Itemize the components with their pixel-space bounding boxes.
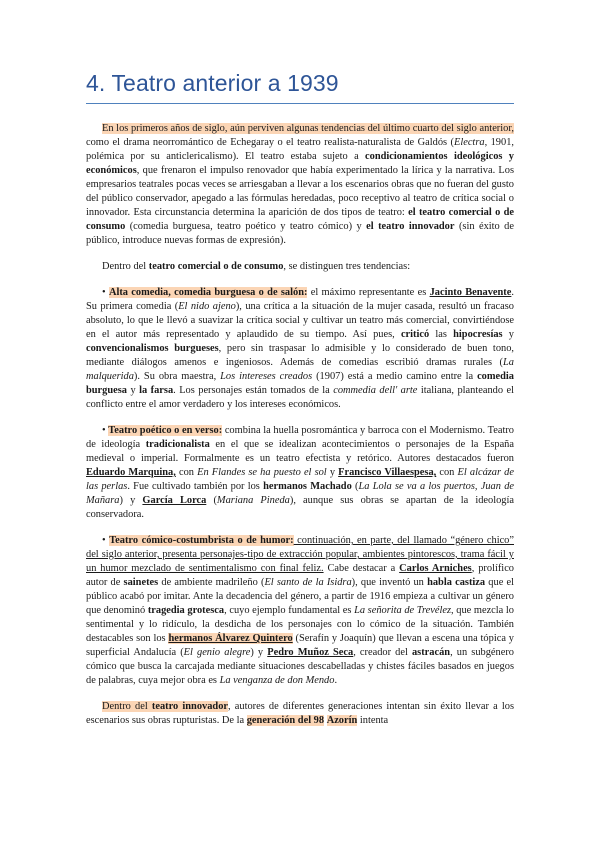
work-title: La venganza de don Mendo [219, 675, 335, 686]
text: ( [206, 495, 217, 506]
text: y [502, 329, 514, 340]
document-body [86, 122, 514, 740]
text: , pero sin traspasar lo admisible y lo considerado de buen tono, mediante diálogos amenos e ingeniosos. Además de comedias escribió dramas rurales ( [86, 343, 514, 368]
key-term: tradicionalista [145, 439, 210, 450]
key-term: teatro innovador [151, 701, 228, 712]
work-title: En Flandes se ha puesto el sol [197, 467, 327, 478]
title-underline [86, 103, 514, 104]
text: , cuyo ejemplo fundamental es [224, 605, 355, 616]
text: que el público acabó por imitar. Ante la decadencia del género, a partir de 1916 empieza a cultivar un género que denominó [86, 577, 514, 616]
text: de ambiente madrileño ( [158, 577, 265, 588]
key-term: condicionamientos ideológicos y económicos [86, 151, 514, 176]
key-term: teatro comercial o de consumo [148, 261, 284, 272]
text: ) y [119, 495, 143, 506]
bullet: • [102, 535, 110, 546]
author-name: Jacinto Benavente [429, 287, 512, 298]
paragraph-alta-comedia [86, 286, 514, 412]
author-name: Francisco Villaespesa, [338, 467, 437, 478]
work-title: La señorita de Trevélez [354, 605, 452, 616]
text: combina la huella posromántica y barroca con el Modernismo. Teatro de ideología [86, 425, 514, 450]
work-title: El alcázar de las perlas [86, 467, 514, 492]
key-term: habla castiza [427, 577, 486, 588]
text: ). Su obra maestra, [133, 371, 221, 382]
author-name: Carlos Arniches [399, 563, 472, 574]
key-term: hipocresías [453, 329, 503, 340]
text: (comedia burguesa, teatro poético y teatro cómico) y [125, 221, 367, 232]
key-term: criticó [400, 329, 430, 340]
work-title: El genio alegre [183, 647, 251, 658]
text: con [436, 467, 458, 478]
text: , autores de diferentes generaciones intentan sin éxito llevar a los escenarios sus obras rupturistas. De la [86, 701, 514, 726]
key-term: el teatro comercial o de consumo [86, 207, 515, 232]
key-term: sainetes [123, 577, 159, 588]
section-heading: Teatro cómico-costumbrista o de humor: [109, 535, 294, 546]
text: ), que inventó un [351, 577, 428, 588]
work-title: Mariana Pineda [216, 495, 290, 506]
work-title: La malquerida [86, 357, 514, 382]
paragraph-commercial [86, 260, 514, 274]
highlighted-text: Dentro del [102, 701, 152, 712]
author-name: Eduardo Marquina, [86, 467, 176, 478]
highlighted-text: En los primeros años de siglo, aún perviven algunas tendencias del último cuarto del siglo anterior, [102, 123, 514, 134]
text: Cabe destacar a [323, 563, 400, 574]
underlined-text: continuación, en parte, del llamado “género chico” del siglo anterior, presenta personajes-tipo de extracción popular, ambientes pintorescos, trama fácil y un humor mezclado de sentimentalismo con final feliz. [86, 535, 514, 574]
paragraph-teatro-comico [86, 534, 514, 688]
text: como el drama neorromántico de Echegaray o el teatro realista-naturalista de Galdós ( [86, 137, 454, 148]
text: con [175, 467, 198, 478]
text: , un subgénero cómico que busca la carcajada mediante situaciones descabelladas y chistes fáciles basados en juegos de palabras, cuya mejor obra es [86, 647, 514, 686]
text: ), una crítica a la situación de la mujer casada, resultó un fracaso absoluto, lo que le llevó a suavizar la crítica social y cultivar un teatro más comercial, convirtiéndose en el autor más representado y aplaudido de su tiempo. Así pues, [86, 301, 514, 340]
text: las [429, 329, 454, 340]
section-heading: Teatro poético o en verso: [108, 425, 223, 436]
key-term: la farsa [139, 385, 174, 396]
key-term: el teatro innovador [366, 221, 455, 232]
text: Dentro del [102, 261, 149, 272]
page-title: 4. Teatro anterior a 1939 [86, 70, 339, 96]
text: y [326, 467, 339, 478]
work-title: commedia dell' arte [333, 385, 418, 396]
key-term: generación del 98 [246, 715, 325, 726]
paragraph-teatro-innovador [86, 700, 514, 728]
key-term: comedia burguesa [86, 371, 514, 396]
text: en el que se idealizan acontecimientos o personajes de la España medieval o imperial. Formalmente es un teatro efectista y retórico. Autores destacados fueron [86, 439, 514, 464]
text: (sin éxito de público, introduce nuevas formas de expresión). [86, 221, 514, 246]
text: . [334, 675, 338, 686]
text: el máximo representante es [307, 287, 430, 298]
text: , que frenaron el impulso renovador que había experimentado la lírica y la narrativa. Los empresarios teatrales pocas veces se arriesgaban a llevar a los escenarios obras que no fueran del gusto del público conservador, apegado a las fórmulas heredadas, poco receptivo al teatro de crítica social o innovador. Esta circunstancia determina la aparición de dos tipos de teatro: [86, 165, 514, 218]
key-term: convencionalismos burgueses [86, 343, 219, 354]
text: , que mezcla lo sentimental y lo ridículo, la desdicha de los personajes con lo cómico de la situación. También destacables son los [86, 605, 514, 644]
author-name: hermanos Álvarez Quintero [168, 633, 293, 644]
text: y [127, 385, 140, 396]
text: (Serafín y Joaquín) que llevan a escena una tópica y superficial Andalucía ( [86, 633, 514, 658]
bullet: • [102, 425, 109, 436]
section-heading: Alta comedia, comedia burguesa o de salón: [108, 287, 308, 298]
text: , 1901, polémica por su anticlericalismo). El teatro estaba sujeto a [86, 137, 514, 162]
work-title: Los intereses creados [220, 371, 313, 382]
text: intenta [357, 715, 389, 726]
text: . Los personajes están tomados de la [173, 385, 334, 396]
text: italiana, planteando el conflicto entre el amor verdadero y los intereses económicos. [86, 385, 515, 410]
text: ), aunque sus obras se apartan de la ideología conservadora. [86, 495, 514, 520]
work-title: El santo de la Isidra [264, 577, 352, 588]
text: ) y [250, 647, 268, 658]
author-name: hermanos Machado [263, 481, 352, 492]
work-title: Electra [453, 137, 485, 148]
paragraph-teatro-poetico [86, 424, 514, 522]
text: . Fue cultivado también por los [127, 481, 264, 492]
bullet: • [102, 287, 109, 298]
work-title: La Lola se va a los puertos, Juan de Mañara [86, 481, 515, 506]
author-name: Azorín [326, 715, 358, 726]
author-name: Pedro Muñoz Seca [267, 647, 354, 658]
text: , prolífico autor de [86, 563, 515, 588]
author-name: García Lorca [142, 495, 207, 506]
text: , se distinguen tres tendencias: [283, 261, 411, 272]
text: . Su primera comedia ( [86, 287, 514, 312]
text: (1907) está a medio camino entre la [312, 371, 478, 382]
key-term: tragedia grotesca [147, 605, 225, 616]
paragraph-intro [86, 122, 514, 248]
text: ( [351, 481, 359, 492]
work-title: El nido ajeno [178, 301, 236, 312]
key-term: astracán [411, 647, 451, 658]
text: , creador del [353, 647, 412, 658]
